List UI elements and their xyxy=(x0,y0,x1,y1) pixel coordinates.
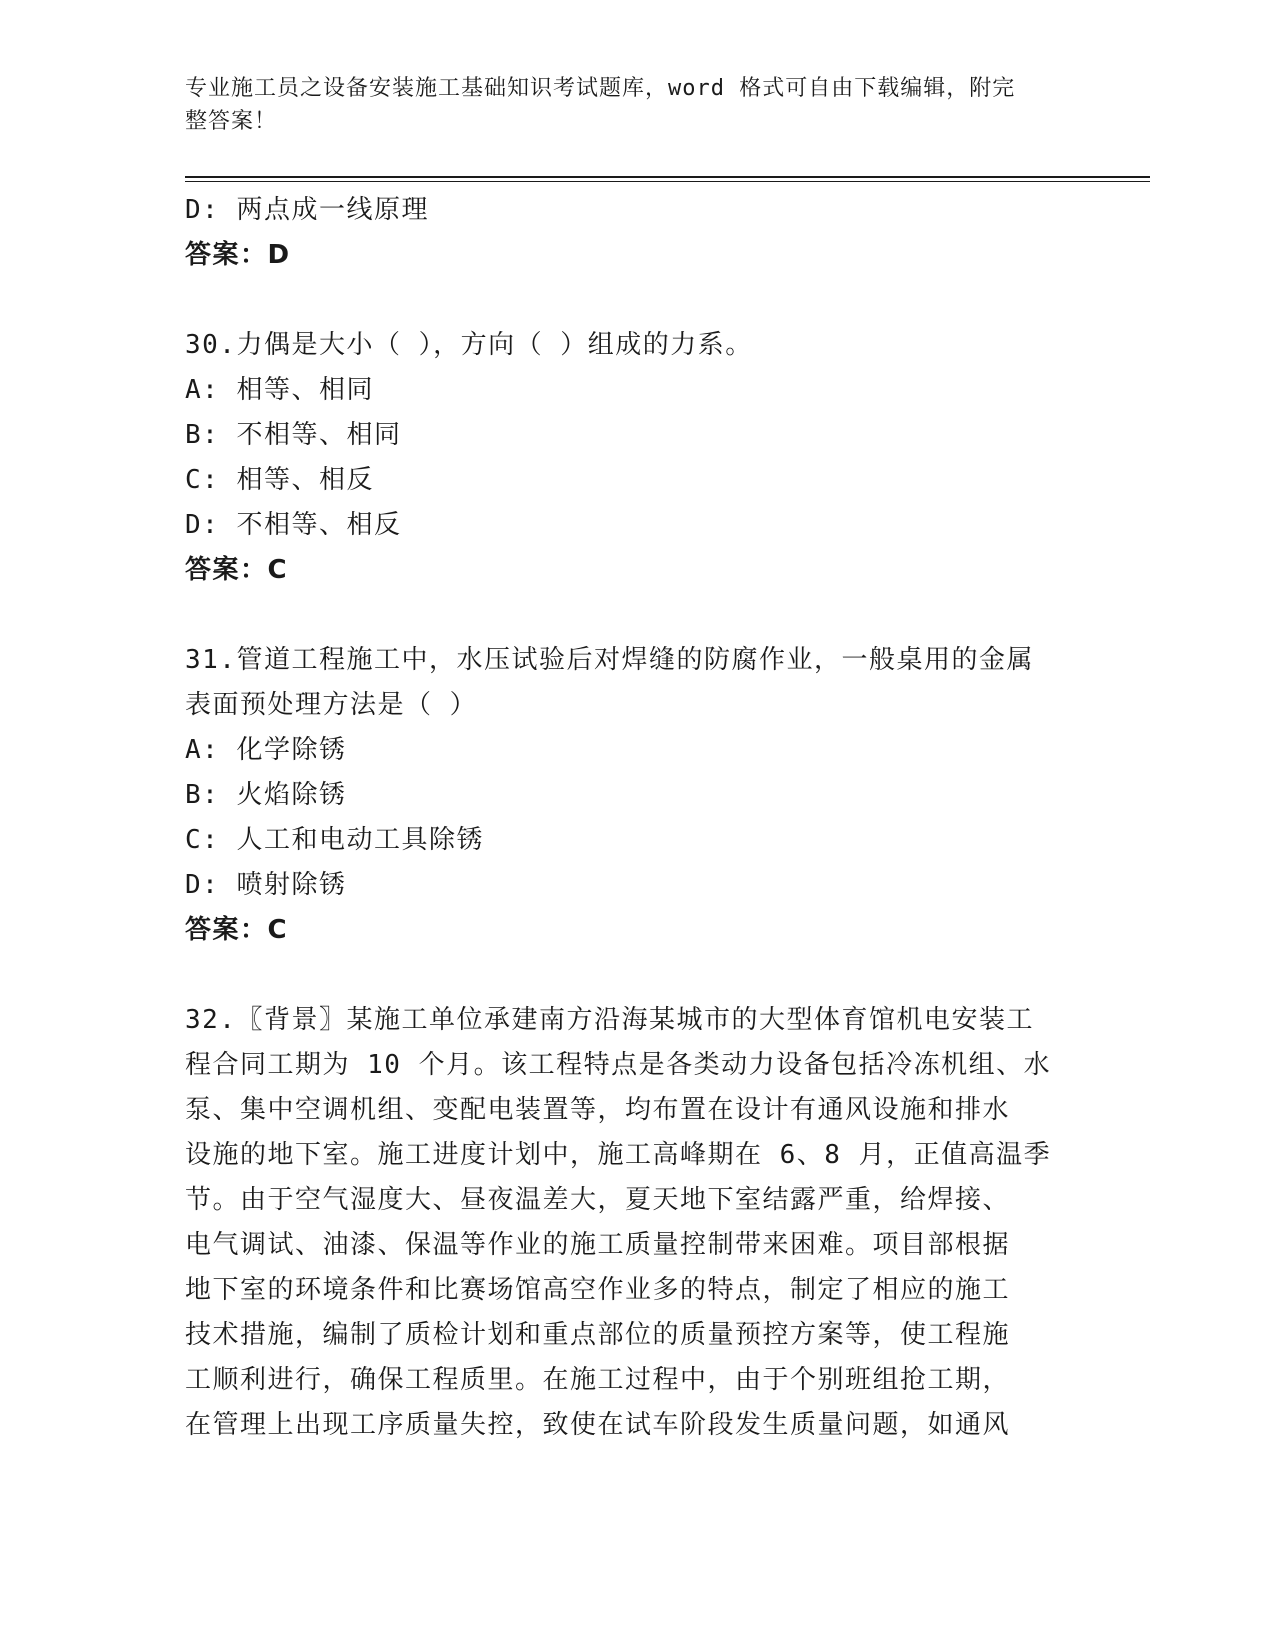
q30-answer: 答案：C xyxy=(185,555,289,585)
question-30-block xyxy=(185,323,1085,593)
q31-answer: 答案：C xyxy=(185,915,289,945)
spacer xyxy=(185,953,1085,998)
document-body xyxy=(185,188,1085,1448)
q29-answer: 答案：D xyxy=(185,240,291,270)
q30-option-d: D: 不相等、相反 xyxy=(185,510,402,540)
q31-option-a: A: 化学除锈 xyxy=(185,735,347,765)
q32-text-line: 泵、集中空调机组、变配电装置等，均布置在设计有通风设施和排水 xyxy=(185,1095,1011,1125)
q31-question-line-2: 表面预处理方法是（ ） xyxy=(185,690,478,720)
q32-text-line: 在管理上出现工序质量失控，致使在试车阶段发生质量问题，如通风 xyxy=(185,1410,1011,1440)
header-line-1: 专业施工员之设备安装施工基础知识考试题库，word 格式可自由下载编辑，附完 xyxy=(185,76,1016,101)
q32-text-line: 设施的地下室。施工进度计划中，施工高峰期在 6、8 月，正值高温季 xyxy=(185,1140,1052,1170)
q31-option-c: C: 人工和电动工具除锈 xyxy=(185,825,484,855)
q32-text-line: 电气调试、油漆、保温等作业的施工质量控制带来困难。项目部根据 xyxy=(185,1230,1011,1260)
q32-text-line: 工顺利进行，确保工程质里。在施工过程中，由于个别班组抢工期， xyxy=(185,1365,1011,1395)
q32-text-line: 32.〖背景〗某施工单位承建南方沿海某城市的大型体育馆机电安装工 xyxy=(185,1005,1034,1035)
question-31-block xyxy=(185,638,1085,953)
q32-text-line: 节。由于空气湿度大、昼夜温差大，夏天地下室结露严重，给焊接、 xyxy=(185,1185,1011,1215)
q31-question-line-1: 31.管道工程施工中，水压试验后对焊缝的防腐作业，一般桌用的金属 xyxy=(185,645,1034,675)
q32-text-line: 技术措施，编制了质检计划和重点部位的质量预控方案等，使工程施 xyxy=(185,1320,1011,1350)
q30-question: 30.力偶是大小（ ），方向（ ）组成的力系。 xyxy=(185,330,753,360)
q30-option-c: C: 相等、相反 xyxy=(185,465,374,495)
q30-option-a: A: 相等、相同 xyxy=(185,375,374,405)
q30-option-b: B: 不相等、相同 xyxy=(185,420,402,450)
q31-option-d: D: 喷射除锈 xyxy=(185,870,347,900)
spacer xyxy=(185,593,1085,638)
spacer xyxy=(185,278,1085,323)
header-line-2: 整答案！ xyxy=(185,109,278,134)
header-rule-thin xyxy=(185,181,1150,182)
question-29-block xyxy=(185,188,1085,278)
header-rule-thick xyxy=(185,176,1150,178)
q31-option-b: B: 火焰除锈 xyxy=(185,780,347,810)
question-32-block xyxy=(185,998,1085,1448)
page-header xyxy=(185,72,1065,138)
q32-text-line: 地下室的环境条件和比赛场馆高空作业多的特点，制定了相应的施工 xyxy=(185,1275,1011,1305)
q29-option-d: D: 两点成一线原理 xyxy=(185,195,429,225)
q32-text-line: 程合同工期为 10 个月。该工程特点是各类动力设备包括冷冻机组、水 xyxy=(185,1050,1052,1080)
